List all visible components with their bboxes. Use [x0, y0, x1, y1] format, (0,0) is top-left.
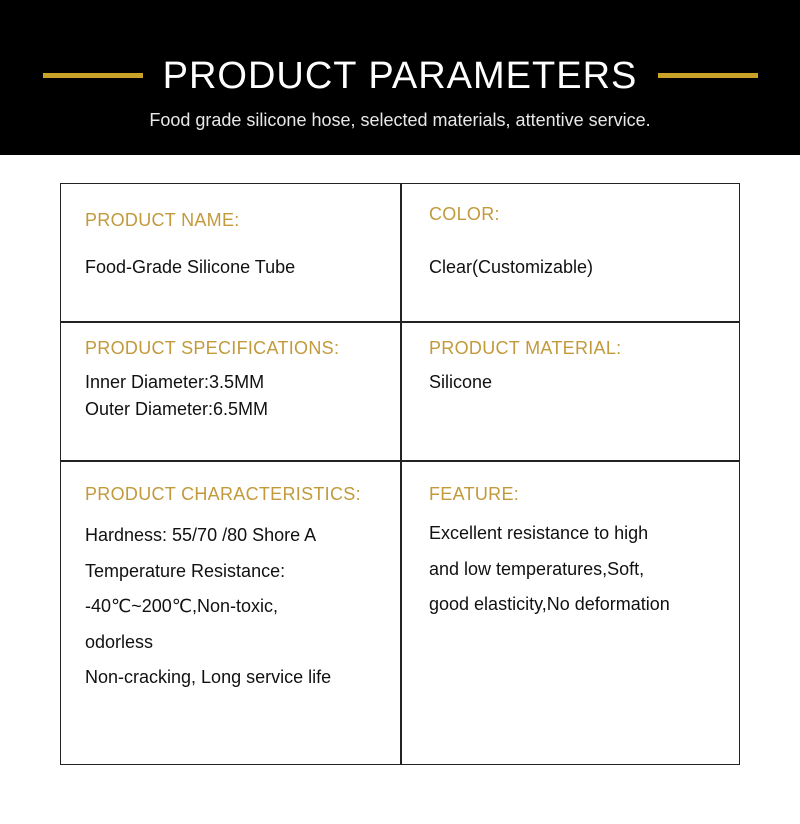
- right-accent-bar: [658, 73, 758, 78]
- row-divider-1: [61, 321, 739, 323]
- inner-diameter-line: Inner Diameter:3.5MM: [85, 372, 265, 392]
- page-subtitle: Food grade silicone hose, selected materials, attentive service.: [149, 110, 651, 130]
- characteristic-line-3: -40℃~200℃,Non-toxic,: [85, 596, 279, 616]
- cell-product-characteristics: [85, 482, 397, 696]
- characteristic-line-2: Temperature Resistance:: [85, 560, 286, 581]
- product-name-value: Food-Grade Silicone Tube: [85, 257, 296, 277]
- cell-product-material: [429, 336, 729, 396]
- left-accent-bar: [43, 73, 143, 78]
- characteristic-line-4: odorless: [85, 631, 154, 652]
- color-value: Clear(Customizable): [429, 257, 594, 277]
- feature-line-1: Excellent resistance to high: [429, 523, 649, 543]
- product-material-value: Silicone: [429, 372, 493, 392]
- title-row: [0, 48, 800, 104]
- color-label: COLOR:: [429, 204, 500, 224]
- cell-product-specifications: [85, 336, 395, 423]
- cell-feature: [429, 482, 734, 623]
- product-specifications-label: PRODUCT SPECIFICATIONS:: [85, 338, 340, 358]
- cell-product-name: [85, 208, 385, 281]
- row-divider-2: [61, 460, 739, 462]
- characteristic-line-1: Hardness: 55/70 /80 Shore A: [85, 525, 317, 545]
- page-title: PRODUCT PARAMETERS: [162, 55, 638, 97]
- product-characteristics-label: PRODUCT CHARACTERISTICS:: [85, 484, 361, 504]
- cell-color: [429, 202, 729, 281]
- characteristic-line-5: Non-cracking, Long service life: [85, 667, 332, 687]
- feature-line-2: and low temperatures,Soft,: [429, 558, 645, 579]
- outer-diameter-line: Outer Diameter:6.5MM: [85, 399, 269, 419]
- column-divider: [400, 184, 402, 764]
- parameters-table: [60, 183, 740, 765]
- product-material-label: PRODUCT MATERIAL:: [429, 338, 622, 358]
- header-banner: [0, 0, 800, 155]
- feature-label: FEATURE:: [429, 484, 520, 504]
- feature-line-3: good elasticity,No deformation: [429, 594, 670, 614]
- product-name-label: PRODUCT NAME:: [85, 210, 240, 230]
